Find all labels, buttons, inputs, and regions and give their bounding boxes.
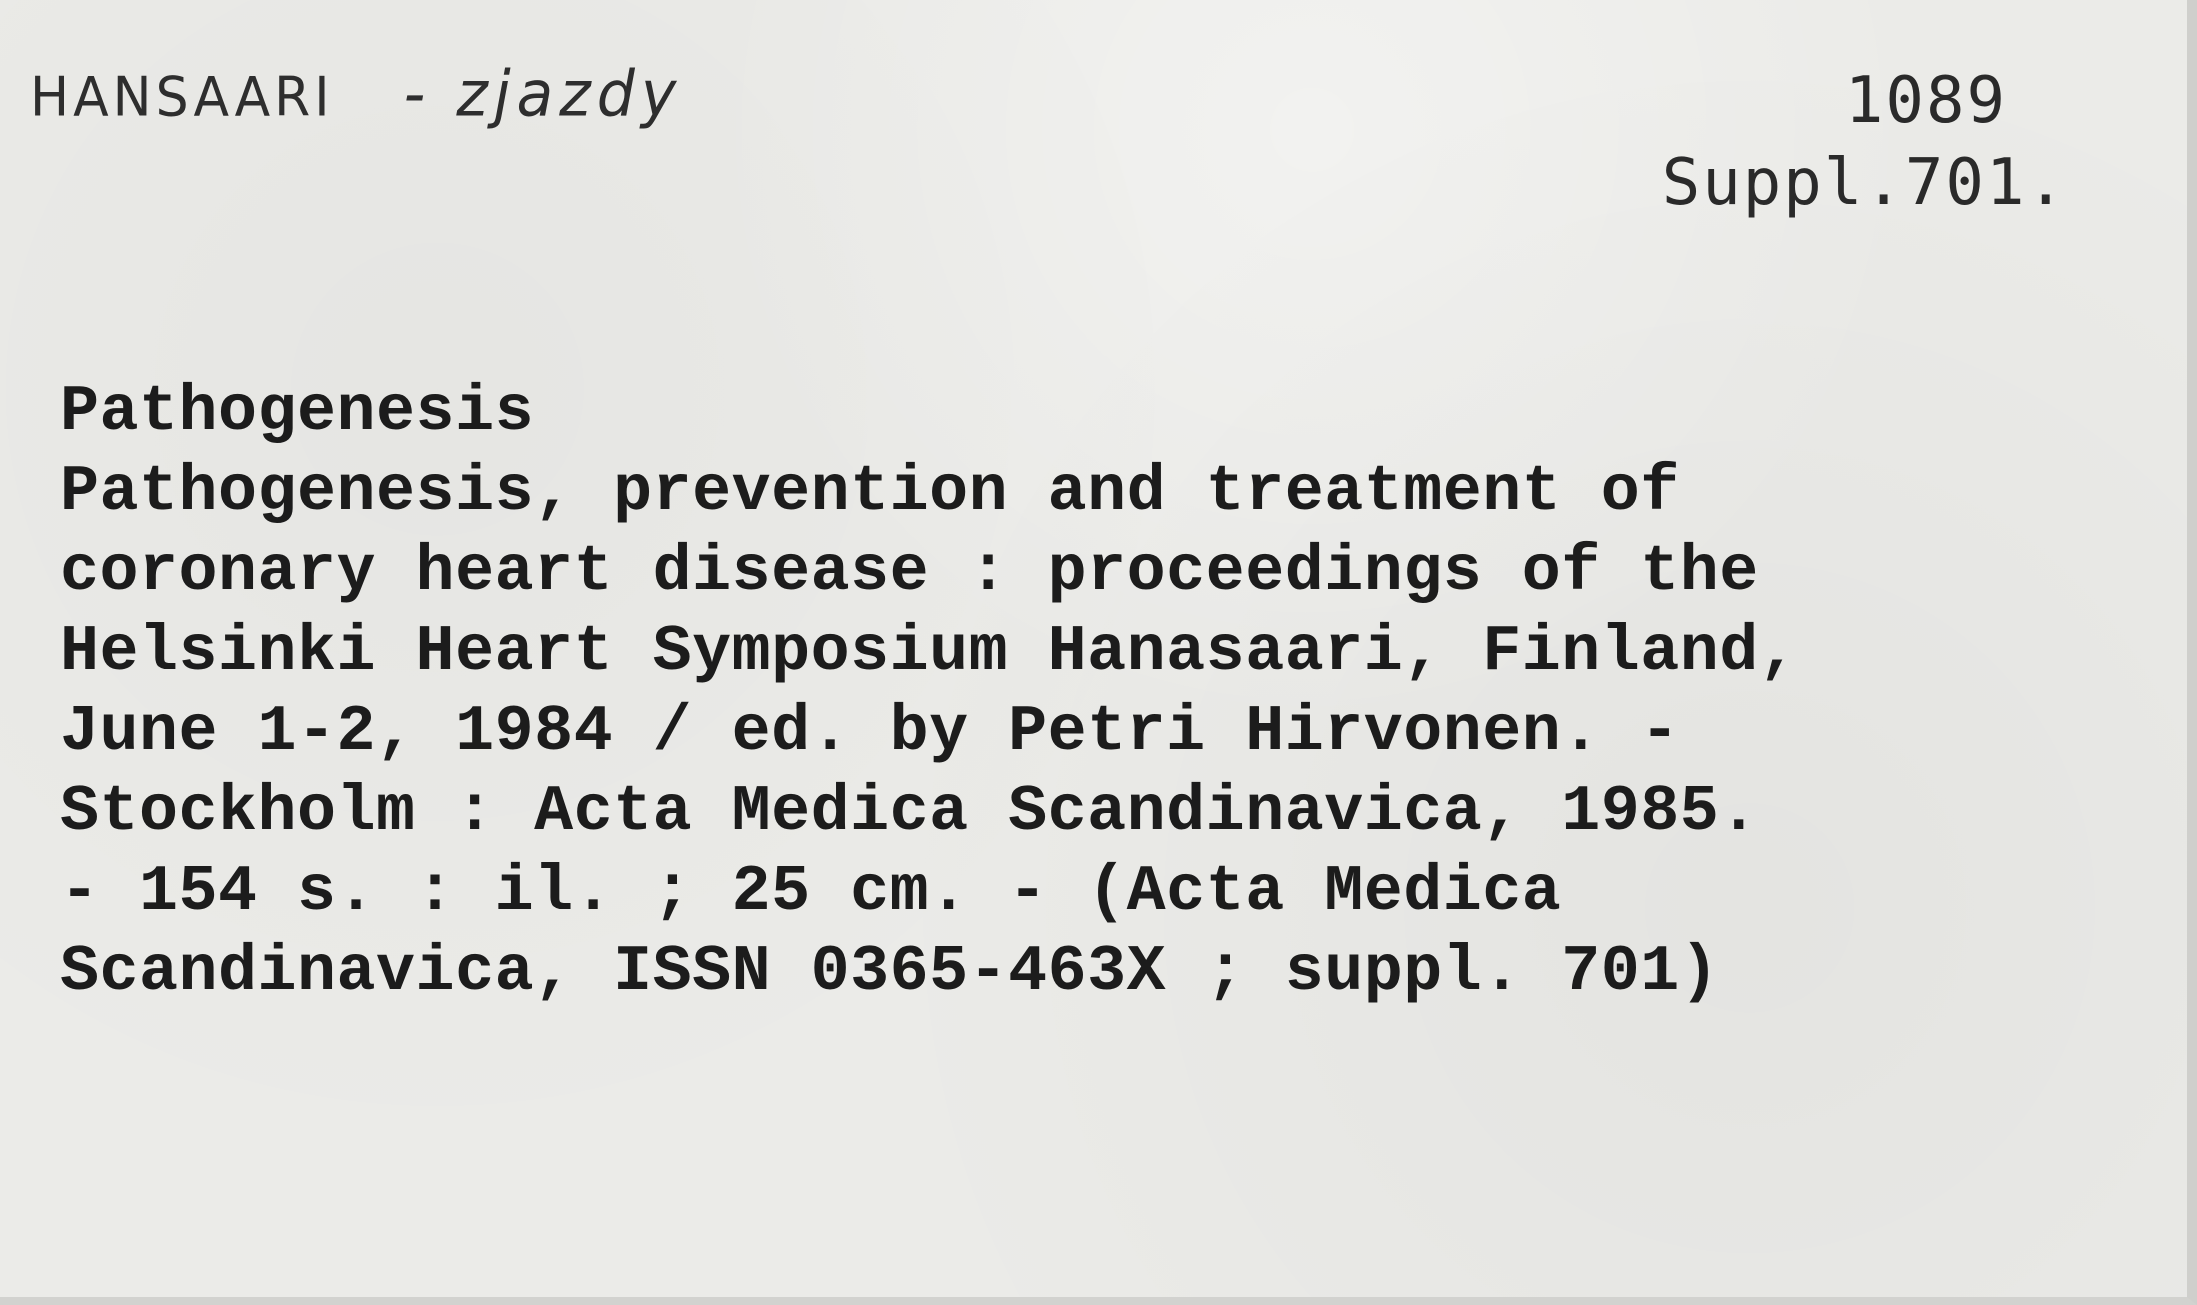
- entry-line-subject: Pathogenesis: [60, 375, 535, 449]
- call-number: 1089: [1844, 64, 2007, 138]
- supplement-number: Suppl.701.: [1661, 146, 2067, 220]
- entry-line: Scandinavica, ISSN 0365-463X ; suppl. 701): [60, 935, 1720, 1009]
- bibliographic-entry: [60, 372, 1798, 1012]
- entry-line: Pathogenesis, prevention and treatment of: [60, 455, 1680, 529]
- entry-line: - 154 s. : il. ; 25 cm. - (Acta Medica: [60, 855, 1562, 929]
- entry-line: Stockholm : Acta Medica Scandinavica, 1985.: [60, 775, 1759, 849]
- handwritten-annotation: [30, 58, 682, 132]
- handwritten-heading: HANSAARI: [30, 66, 334, 130]
- entry-line: June 1-2, 1984 / ed. by Petri Hirvonen. -: [60, 695, 1680, 769]
- handwritten-note: - zjazdy: [403, 58, 683, 132]
- entry-line: Helsinki Heart Symposium Hanasaari, Finland,: [60, 615, 1799, 689]
- entry-line: coronary heart disease : proceedings of the: [60, 535, 1759, 609]
